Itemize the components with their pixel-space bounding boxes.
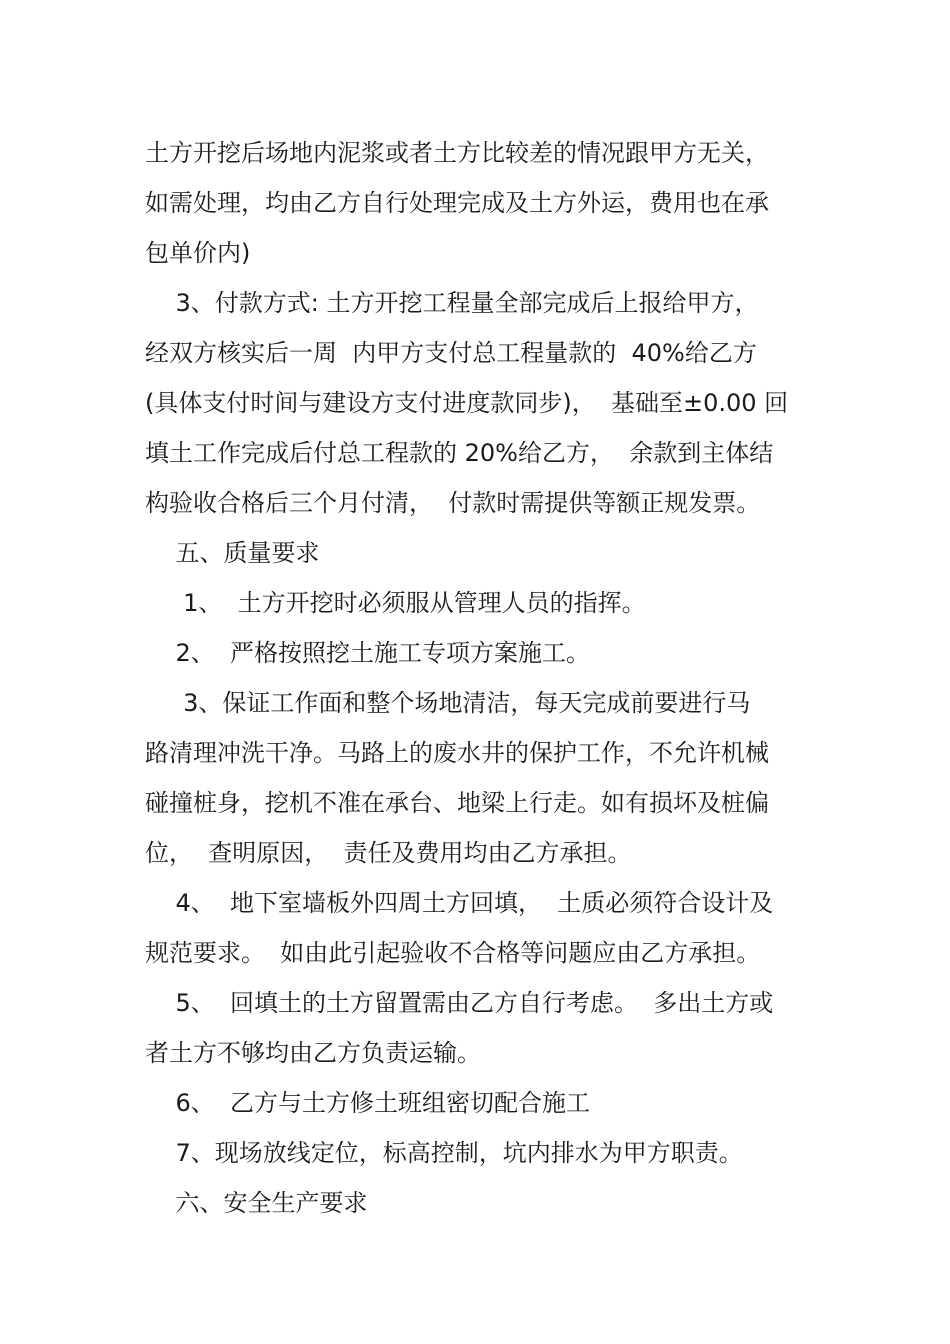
text-line: 6、 乙方与土方修土班组密切配合施工 <box>145 1089 591 1117</box>
text-line: 土方开挖后场地内泥浆或者土方比较差的情况跟甲方无关， <box>145 139 769 167</box>
text-line: 填土工作完成后付总工程款的 20%给乙方， 余款到主体结 <box>145 439 774 467</box>
text-line: 1、 土方开挖时必须服从管理人员的指挥。 <box>145 589 646 617</box>
text-line: 7、现场放线定位，标高控制，坑内排水为甲方职责。 <box>145 1139 743 1167</box>
text-line: 5、 回填土的土方留置需由乙方自行考虑。 多出土方或 <box>145 989 774 1017</box>
text-line: 者土方不够均由乙方负责运输。 <box>145 1039 481 1067</box>
text-line: 构验收合格后三个月付清， 付款时需提供等额正规发票。 <box>145 489 761 517</box>
text-line: 碰撞桩身，挖机不准在承台、地梁上行走。如有损坏及桩偏 <box>145 789 769 817</box>
text-line: 如需处理，均由乙方自行处理完成及土方外运，费用也在承 <box>145 189 769 217</box>
text-line: 3、付款方式: 土方开挖工程量全部完成后上报给甲方， <box>145 289 759 317</box>
document-body <box>145 128 815 1228</box>
text-line: 经双方核实后一周 内甲方支付总工程量款的 40%给乙方 <box>145 339 757 367</box>
section-heading: 五、质量要求 <box>145 539 320 567</box>
text-line: 包单价内) <box>145 239 251 267</box>
section-heading: 六、安全生产要求 <box>145 1189 368 1217</box>
text-line: (具体支付时间与建设方支付进度款同步)， 基础至±0.00 回 <box>145 389 789 417</box>
text-line: 路清理冲洗干净。马路上的废水井的保护工作，不允许机械 <box>145 739 769 767</box>
text-line: 2、 严格按照挖土施工专项方案施工。 <box>145 639 591 667</box>
text-line: 规范要求。 如由此引起验收不合格等问题应由乙方承担。 <box>145 939 761 967</box>
text-line: 4、 地下室墙板外四周土方回填， 土质必须符合设计及 <box>145 889 774 917</box>
text-line: 位， 查明原因， 责任及费用均由乙方承担。 <box>145 839 632 867</box>
text-line: 3、保证工作面和整个场地清洁，每天完成前要进行马 <box>145 689 751 717</box>
